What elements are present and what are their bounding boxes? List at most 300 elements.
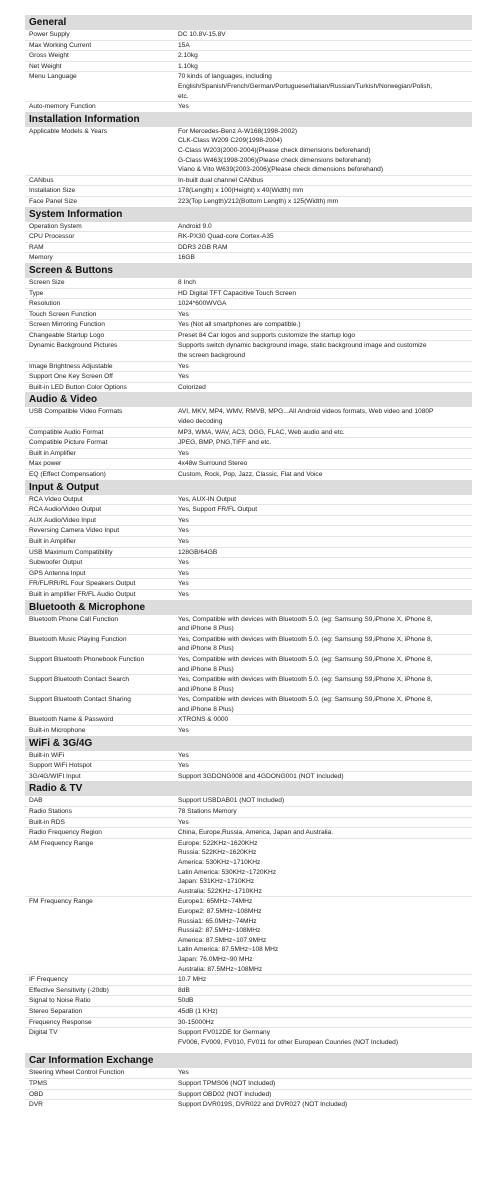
spec-value xyxy=(178,975,470,985)
spec-row xyxy=(25,838,472,897)
spec-row xyxy=(25,50,472,61)
spec-label: Support Bluetooth Contact Sharing xyxy=(29,696,131,704)
spec-value-line: Europe2: 87.5MHz~108MHz xyxy=(178,908,262,916)
spec-label: Effective Sensitivity (-20db) xyxy=(29,986,109,994)
spec-row xyxy=(25,515,472,526)
spec-value-line: and iPhone 8 Plus) xyxy=(178,705,234,713)
spec-label: RAM xyxy=(29,243,44,251)
spec-row xyxy=(25,288,472,299)
spec-value-line: Preset 84 Car logos and supports customize the startup logo xyxy=(178,331,356,339)
spec-value xyxy=(178,516,470,526)
spec-label: Signal to Noise Ratio xyxy=(29,997,91,1005)
spec-section-car-information-exchange xyxy=(25,1047,472,1109)
spec-value xyxy=(178,186,470,196)
spec-label: Changeable Startup Logo xyxy=(29,331,105,339)
spec-value-line: Yes, Compatible with devices with Bluetooth 5.0. (eg: Samsung S9,iPhone X, iPhone 8, xyxy=(178,676,433,684)
spec-value-line: 15A xyxy=(178,41,190,49)
spec-value-line: 78 Stations Memory xyxy=(178,808,237,816)
spec-value-line: Russia: 522KHz~1620KHz xyxy=(178,849,257,857)
spec-row xyxy=(25,71,472,101)
spec-value xyxy=(178,1018,470,1028)
spec-row xyxy=(25,30,472,40)
spec-value-line: Russia1: 65.0MHz~74MHz xyxy=(178,917,257,925)
spec-value-line: Yes xyxy=(178,818,189,826)
spec-value-line: and iPhone 8 Plus) xyxy=(178,685,234,693)
spec-value xyxy=(178,341,470,360)
spec-row xyxy=(25,674,472,694)
spec-label: Digital TV xyxy=(29,1029,58,1037)
spec-value xyxy=(178,558,470,568)
spec-value xyxy=(178,590,470,600)
spec-label: DAB xyxy=(29,797,43,805)
spec-row xyxy=(25,796,472,806)
spec-value-line: 30-15000Hz xyxy=(178,1018,214,1026)
spec-value xyxy=(178,1090,470,1100)
spec-label: Screen Size xyxy=(29,278,65,286)
spec-label: 3G/4G/WIFI Input xyxy=(29,772,81,780)
spec-value xyxy=(178,715,470,725)
spec-value xyxy=(178,362,470,372)
spec-label: Installation Size xyxy=(29,187,76,195)
spec-row xyxy=(25,222,472,232)
spec-label: Touch Screen Function xyxy=(29,310,97,318)
spec-value-line: Russia2: 87.5MHz~108MHz xyxy=(178,927,261,935)
spec-label: Menu Language xyxy=(29,73,77,81)
spec-label: Built in Amplifier xyxy=(29,537,76,545)
spec-value xyxy=(178,986,470,996)
spec-label: Auto-memory Function xyxy=(29,103,96,111)
spec-row xyxy=(25,382,472,393)
spec-value-line: In-built dual channel CANbus xyxy=(178,176,264,184)
spec-value-line: Yes xyxy=(178,727,189,735)
spec-section-screen-buttons xyxy=(25,263,472,393)
spec-label: OBD xyxy=(29,1090,44,1098)
spec-value xyxy=(178,449,470,459)
spec-value xyxy=(178,635,470,654)
spec-value-line: Support FV012DE for Germany xyxy=(178,1029,270,1037)
spec-value-line: English/Spanish/French/German/Portuguese/Italian/Russian/Turkish/Norwegian/Polish, xyxy=(178,82,433,90)
spec-value xyxy=(178,310,470,320)
spec-label: Gross Weight xyxy=(29,52,69,60)
spec-value xyxy=(178,807,470,817)
spec-section-radio-tv xyxy=(25,781,472,1047)
spec-value-line: Yes, Compatible with devices with Bluetooth 5.0. (eg: Samsung S9,iPhone X, iPhone 8, xyxy=(178,696,433,704)
spec-row xyxy=(25,725,472,736)
spec-row xyxy=(25,437,472,448)
spec-value xyxy=(178,495,470,505)
section-title: Input & Output xyxy=(25,480,472,495)
spec-value-line: Latin America: 530KHz~1720KHz xyxy=(178,868,277,876)
spec-row xyxy=(25,407,472,426)
spec-row xyxy=(25,298,472,309)
spec-value xyxy=(178,197,470,207)
spec-value xyxy=(178,320,470,330)
spec-value-line: Yes xyxy=(178,569,189,577)
spec-row xyxy=(25,469,472,480)
spec-value-line: 1.10kg xyxy=(178,62,198,70)
spec-row xyxy=(25,1089,472,1100)
spec-value xyxy=(178,726,470,736)
spec-row xyxy=(25,175,472,186)
spec-row xyxy=(25,309,472,320)
spec-label: Max Working Current xyxy=(29,41,92,49)
spec-value xyxy=(178,828,470,838)
spec-value xyxy=(178,579,470,589)
spec-value xyxy=(178,996,470,1006)
spec-value xyxy=(178,41,470,51)
spec-row xyxy=(25,1017,472,1028)
spec-value xyxy=(178,72,470,101)
spec-value-line: C-Class W203(2000-2004)(Please check dimensions beforehand) xyxy=(178,146,371,154)
spec-value-line: video decoding xyxy=(178,418,223,426)
spec-value-line: Yes, Support FR/FL Output xyxy=(178,506,258,514)
spec-row xyxy=(25,319,472,330)
spec-row xyxy=(25,896,472,974)
spec-label: Image Brightness Adjustable xyxy=(29,362,113,370)
spec-value-line: Japan: 531KHz~1710KHz xyxy=(178,878,255,886)
spec-value xyxy=(178,526,470,536)
spec-value-line: Yes xyxy=(178,373,189,381)
spec-value xyxy=(178,695,470,714)
spec-value xyxy=(178,615,470,634)
spec-value-line: CLK-Class W209 C209(1998-2004) xyxy=(178,137,283,145)
spec-row xyxy=(25,1006,472,1017)
spec-value xyxy=(178,222,470,232)
spec-value-line: Supports switch dynamic background image, static background image and customize xyxy=(178,342,427,350)
spec-label: CPU Processor xyxy=(29,233,75,241)
spec-value-line: Support USBDAB01 (NOT Included) xyxy=(178,797,285,805)
spec-value-line: Android 9.0 xyxy=(178,222,212,230)
spec-value xyxy=(178,299,470,309)
spec-value-line: 8dB xyxy=(178,986,190,994)
spec-row xyxy=(25,242,472,253)
spec-row xyxy=(25,1078,472,1089)
spec-label: Subwoofer Output xyxy=(29,559,83,567)
spec-value-line: AVI, MKV, MP4, WMV, RMVB, MPG...All Android videos formats, Web video and 1080P xyxy=(178,408,434,416)
spec-value-line: Yes xyxy=(178,516,189,524)
spec-label: CANbus xyxy=(29,176,54,184)
spec-value-line: Support DVR019S, DVR022 and DVR027 (NOT Included) xyxy=(178,1101,348,1109)
spec-value-line: 223(Top Length)/212(Bottom Length) x 125(Width) mm xyxy=(178,197,339,205)
spec-section-bluetooth-microphone xyxy=(25,600,472,736)
spec-value-line: and iPhone 8 Plus) xyxy=(178,665,234,673)
spec-value-line: 8 Inch xyxy=(178,278,196,286)
spec-value xyxy=(178,751,470,761)
spec-value xyxy=(178,331,470,341)
spec-section-wifi-3g-4g xyxy=(25,736,472,782)
spec-label: Support Bluetooth Phonebook Function xyxy=(29,655,145,663)
spec-row xyxy=(25,589,472,600)
spec-value-line: Custom, Rock, Pop, Jazz, Classic, Flat and Voice xyxy=(178,471,323,479)
spec-value xyxy=(178,1028,470,1047)
spec-value xyxy=(178,1007,470,1017)
spec-value-line: 50dB xyxy=(178,997,194,1005)
spec-label: Compatible Picture Format xyxy=(29,439,108,447)
spec-row xyxy=(25,578,472,589)
spec-value xyxy=(178,407,470,426)
spec-row xyxy=(25,760,472,771)
spec-row xyxy=(25,196,472,207)
spec-row xyxy=(25,615,472,634)
spec-value xyxy=(178,897,470,974)
spec-label: AM Frequency Range xyxy=(29,839,94,847)
spec-value xyxy=(178,470,470,480)
spec-value xyxy=(178,30,470,40)
spec-label: AUX Audio/Video Input xyxy=(29,516,96,524)
spec-value xyxy=(178,569,470,579)
spec-value xyxy=(178,1100,470,1110)
spec-value-line: Yes, Compatible with devices with Bluetooth 5.0. (eg: Samsung S9,iPhone X, iPhone 8, xyxy=(178,635,433,643)
spec-label: Max power xyxy=(29,460,62,468)
spec-value xyxy=(178,761,470,771)
spec-label: Built-in RDS xyxy=(29,818,65,826)
spec-label: Built-in WiFi xyxy=(29,751,65,759)
spec-row xyxy=(25,536,472,547)
spec-section-audio-video xyxy=(25,392,472,479)
spec-row xyxy=(25,361,472,372)
spec-value-line: G-Class W463(1998-2006)(Please check dimensions beforehand) xyxy=(178,156,371,164)
spec-value-line: DDR3 2GB RAM xyxy=(178,243,228,251)
spec-value-line: XTRONS & 0000 xyxy=(178,716,229,724)
spec-section-general xyxy=(25,15,472,112)
spec-label: Radio Stations xyxy=(29,808,72,816)
spec-label: Type xyxy=(29,289,44,297)
spec-value xyxy=(178,1068,470,1078)
spec-value-line: Europe: 522KHz~1620KHz xyxy=(178,839,258,847)
spec-value xyxy=(178,818,470,828)
spec-value xyxy=(178,655,470,674)
spec-label: Resolution xyxy=(29,300,61,308)
spec-value-line: Australia: 87.5MHz~108MHz xyxy=(178,965,263,973)
spec-label: GPS Antenna Input xyxy=(29,569,86,577)
spec-label: Reversing Camera Video Input xyxy=(29,527,120,535)
spec-value xyxy=(178,772,470,782)
spec-value-line: Yes xyxy=(178,310,189,318)
spec-value-line: Viano & Vito W639(2003-2006)(Please check dimensions beforehand) xyxy=(178,166,384,174)
spec-value-line: Yes xyxy=(178,762,189,770)
spec-row xyxy=(25,101,472,112)
section-title: Bluetooth & Microphone xyxy=(25,600,472,615)
spec-value-line: Yes, Compatible with devices with Bluetooth 5.0. (eg: Samsung S9,iPhone X, iPhone 8, xyxy=(178,655,433,663)
spec-value-line: Australia: 522KHz~1710KHz xyxy=(178,887,262,895)
spec-value-line: 2.10kg xyxy=(178,52,198,60)
spec-value xyxy=(178,127,470,175)
section-title: System Information xyxy=(25,207,472,222)
spec-value-line: Yes xyxy=(178,103,189,111)
spec-value-line: DC 10.8V-15.8V xyxy=(178,31,226,38)
spec-value-line: Yes xyxy=(178,362,189,370)
spec-value-line: Yes xyxy=(178,527,189,535)
spec-value xyxy=(178,176,470,186)
spec-row xyxy=(25,495,472,505)
spec-value xyxy=(178,372,470,382)
spec-value-line: Yes xyxy=(178,559,189,567)
spec-value xyxy=(178,62,470,72)
spec-value-line: 128GB/64GB xyxy=(178,548,218,556)
spec-value-line: 178(Length) x 100(Height) x 40(Width) mm xyxy=(178,187,304,195)
spec-label: Memory xyxy=(29,254,53,262)
spec-row xyxy=(25,427,472,438)
spec-label: Built-in Microphone xyxy=(29,727,86,735)
spec-value-line: 10.7 MHz xyxy=(178,976,207,984)
spec-label: USB Compatible Video Formats xyxy=(29,408,123,416)
spec-value-line: Colorized xyxy=(178,383,206,391)
spec-label: RCA Audio/Video Output xyxy=(29,506,102,514)
spec-value-line: China, Europe,Russia, America, Japan and Australia. xyxy=(178,829,334,837)
spec-row xyxy=(25,340,472,360)
spec-row xyxy=(25,448,472,459)
spec-value-line: Europe1: 65MHz~74MHz xyxy=(178,898,253,906)
spec-row xyxy=(25,61,472,72)
spec-value xyxy=(178,675,470,694)
spec-value-line: the screen background xyxy=(178,352,246,360)
spec-row xyxy=(25,127,472,175)
section-title: Audio & Video xyxy=(25,392,472,407)
spec-row xyxy=(25,751,472,761)
spec-value-line: Yes xyxy=(178,537,189,545)
spec-label: TPMS xyxy=(29,1079,48,1087)
spec-value xyxy=(178,51,470,61)
spec-value-line: Latin America: 87.5MHz~108 MHz xyxy=(178,946,279,954)
spec-row xyxy=(25,817,472,828)
section-title: Radio & TV xyxy=(25,781,472,796)
spec-label: FR/FL/RR/RL Four Speakers Output xyxy=(29,580,136,588)
spec-label: Bluetooth Phone Call Function xyxy=(29,615,119,623)
spec-label: Stereo Separation xyxy=(29,1008,83,1015)
spec-row xyxy=(25,654,472,674)
spec-value-line: 70 kinds of languages, including xyxy=(178,73,272,81)
spec-value-line: etc. xyxy=(178,92,189,100)
spec-label: Screen Mirroring Function xyxy=(29,321,105,329)
spec-value-line: and iPhone 8 Plus) xyxy=(178,645,234,653)
spec-label: Operation System xyxy=(29,222,82,230)
spec-section-system-information xyxy=(25,207,472,263)
spec-row xyxy=(25,1099,472,1110)
spec-row xyxy=(25,40,472,51)
spec-section-input-output xyxy=(25,480,472,600)
spec-label: FM Frequency Range xyxy=(29,898,93,906)
spec-row xyxy=(25,568,472,579)
spec-label: Support One Key Screen Off xyxy=(29,373,113,381)
section-title: Car Information Exchange xyxy=(25,1053,472,1068)
spec-label: Bluetooth Music Playing Function xyxy=(29,635,127,643)
spec-value xyxy=(178,289,470,299)
spec-value-line: 1024*600WVGA xyxy=(178,300,227,308)
spec-value-line: Support 3GDONG008 and 4GDONG001 (NOT Included) xyxy=(178,772,344,780)
spec-value-line: Yes, Compatible with devices with Bluetooth 5.0. (eg: Samsung S9,iPhone X, iPhone 8, xyxy=(178,615,433,623)
spec-label: Built in Amplifier xyxy=(29,449,76,457)
spec-label: EQ (Effect Compensation) xyxy=(29,471,106,479)
spec-row xyxy=(25,827,472,838)
spec-label: IF Frequency xyxy=(29,976,68,984)
spec-value-line: Japan: 76.0MHz~90 MHz xyxy=(178,955,253,963)
spec-value-line: and iPhone 8 Plus) xyxy=(178,625,234,633)
spec-row xyxy=(25,995,472,1006)
spec-label: Built in amplifier FR/FL Audio Output xyxy=(29,590,136,598)
spec-row xyxy=(25,1068,472,1078)
spec-value xyxy=(178,383,470,393)
spec-value xyxy=(178,839,470,897)
spec-label: Frequency Response xyxy=(29,1018,92,1026)
spec-label: Compatible Audio Format xyxy=(29,428,104,436)
spec-value-line: 45dB (1 KHz) xyxy=(178,1008,218,1015)
spec-value-line: America: 530KHz~1710KHz xyxy=(178,859,261,867)
spec-value-line: Support TPMS06 (NOT Included) xyxy=(178,1079,276,1087)
spec-value-line: Yes xyxy=(178,449,189,457)
spec-sheet xyxy=(25,15,472,1110)
spec-row xyxy=(25,634,472,654)
spec-label: USB Maximum Compatibility xyxy=(29,548,113,556)
spec-row xyxy=(25,806,472,817)
spec-label: Face Panel Size xyxy=(29,197,78,205)
spec-label: RCA Video Output xyxy=(29,495,83,503)
spec-value xyxy=(178,102,470,112)
section-title: WiFi & 3G/4G xyxy=(25,736,472,751)
spec-label: Support Bluetooth Contact Search xyxy=(29,676,130,684)
spec-value-line: MP3, WMA, WAV, AC3, OGG, FLAC, Web audio and etc. xyxy=(178,428,345,436)
spec-value xyxy=(178,505,470,515)
spec-value-line: Yes xyxy=(178,580,189,588)
spec-value-line: 4x48w Surround Stereo xyxy=(178,460,248,468)
spec-value xyxy=(178,548,470,558)
spec-row xyxy=(25,714,472,725)
spec-row xyxy=(25,771,472,782)
spec-row xyxy=(25,504,472,515)
spec-row xyxy=(25,278,472,288)
spec-value-line: Support OBD02 (NOT Included) xyxy=(178,1090,272,1098)
spec-value xyxy=(178,278,470,288)
spec-value xyxy=(178,232,470,242)
spec-value-line: Yes xyxy=(178,1069,189,1077)
spec-row xyxy=(25,974,472,985)
spec-value-line: 16GB xyxy=(178,254,195,262)
spec-value xyxy=(178,796,470,806)
spec-value-line: HD Digital TFT Capacitive Touch Screen xyxy=(178,289,297,297)
spec-value-line: Yes xyxy=(178,590,189,598)
spec-section-installation-information xyxy=(25,112,472,207)
spec-row xyxy=(25,547,472,558)
spec-value-line: Yes, AUX-IN Output xyxy=(178,495,237,503)
spec-row xyxy=(25,252,472,263)
spec-value-line: Yes (Not all smartphones are compatible.) xyxy=(178,321,301,329)
spec-value xyxy=(178,537,470,547)
spec-row xyxy=(25,525,472,536)
spec-row xyxy=(25,557,472,568)
spec-value xyxy=(178,243,470,253)
spec-value xyxy=(178,438,470,448)
spec-label: Dynamic Background Pictures xyxy=(29,342,118,350)
spec-value-line: FV006, FV009, FV010, FV011 for other European Counries (NOT Included) xyxy=(178,1038,399,1046)
spec-row xyxy=(25,371,472,382)
spec-label: Power Supply xyxy=(29,31,70,38)
spec-value-line: RK-PX30 Quad-core Cortex-A35 xyxy=(178,233,274,241)
spec-row xyxy=(25,185,472,196)
section-title: General xyxy=(25,15,472,30)
section-title: Screen & Buttons xyxy=(25,263,472,278)
spec-label: Support WiFi Hotspot xyxy=(29,762,92,770)
spec-row xyxy=(25,231,472,242)
spec-label: Radio Frequency Region xyxy=(29,829,102,837)
spec-label: DVR xyxy=(29,1101,43,1109)
spec-value-line: For Mercedes-Benz A-W168(1998-2002) xyxy=(178,127,298,135)
spec-label: Net Weight xyxy=(29,62,62,70)
spec-value xyxy=(178,253,470,263)
section-title: Installation Information xyxy=(25,112,472,127)
spec-value-line: JPEG, BMP, PNG,TIFF and etc. xyxy=(178,439,272,447)
spec-label: Built-in LED Button Color Options xyxy=(29,383,127,391)
spec-value xyxy=(178,1079,470,1089)
spec-row xyxy=(25,694,472,714)
